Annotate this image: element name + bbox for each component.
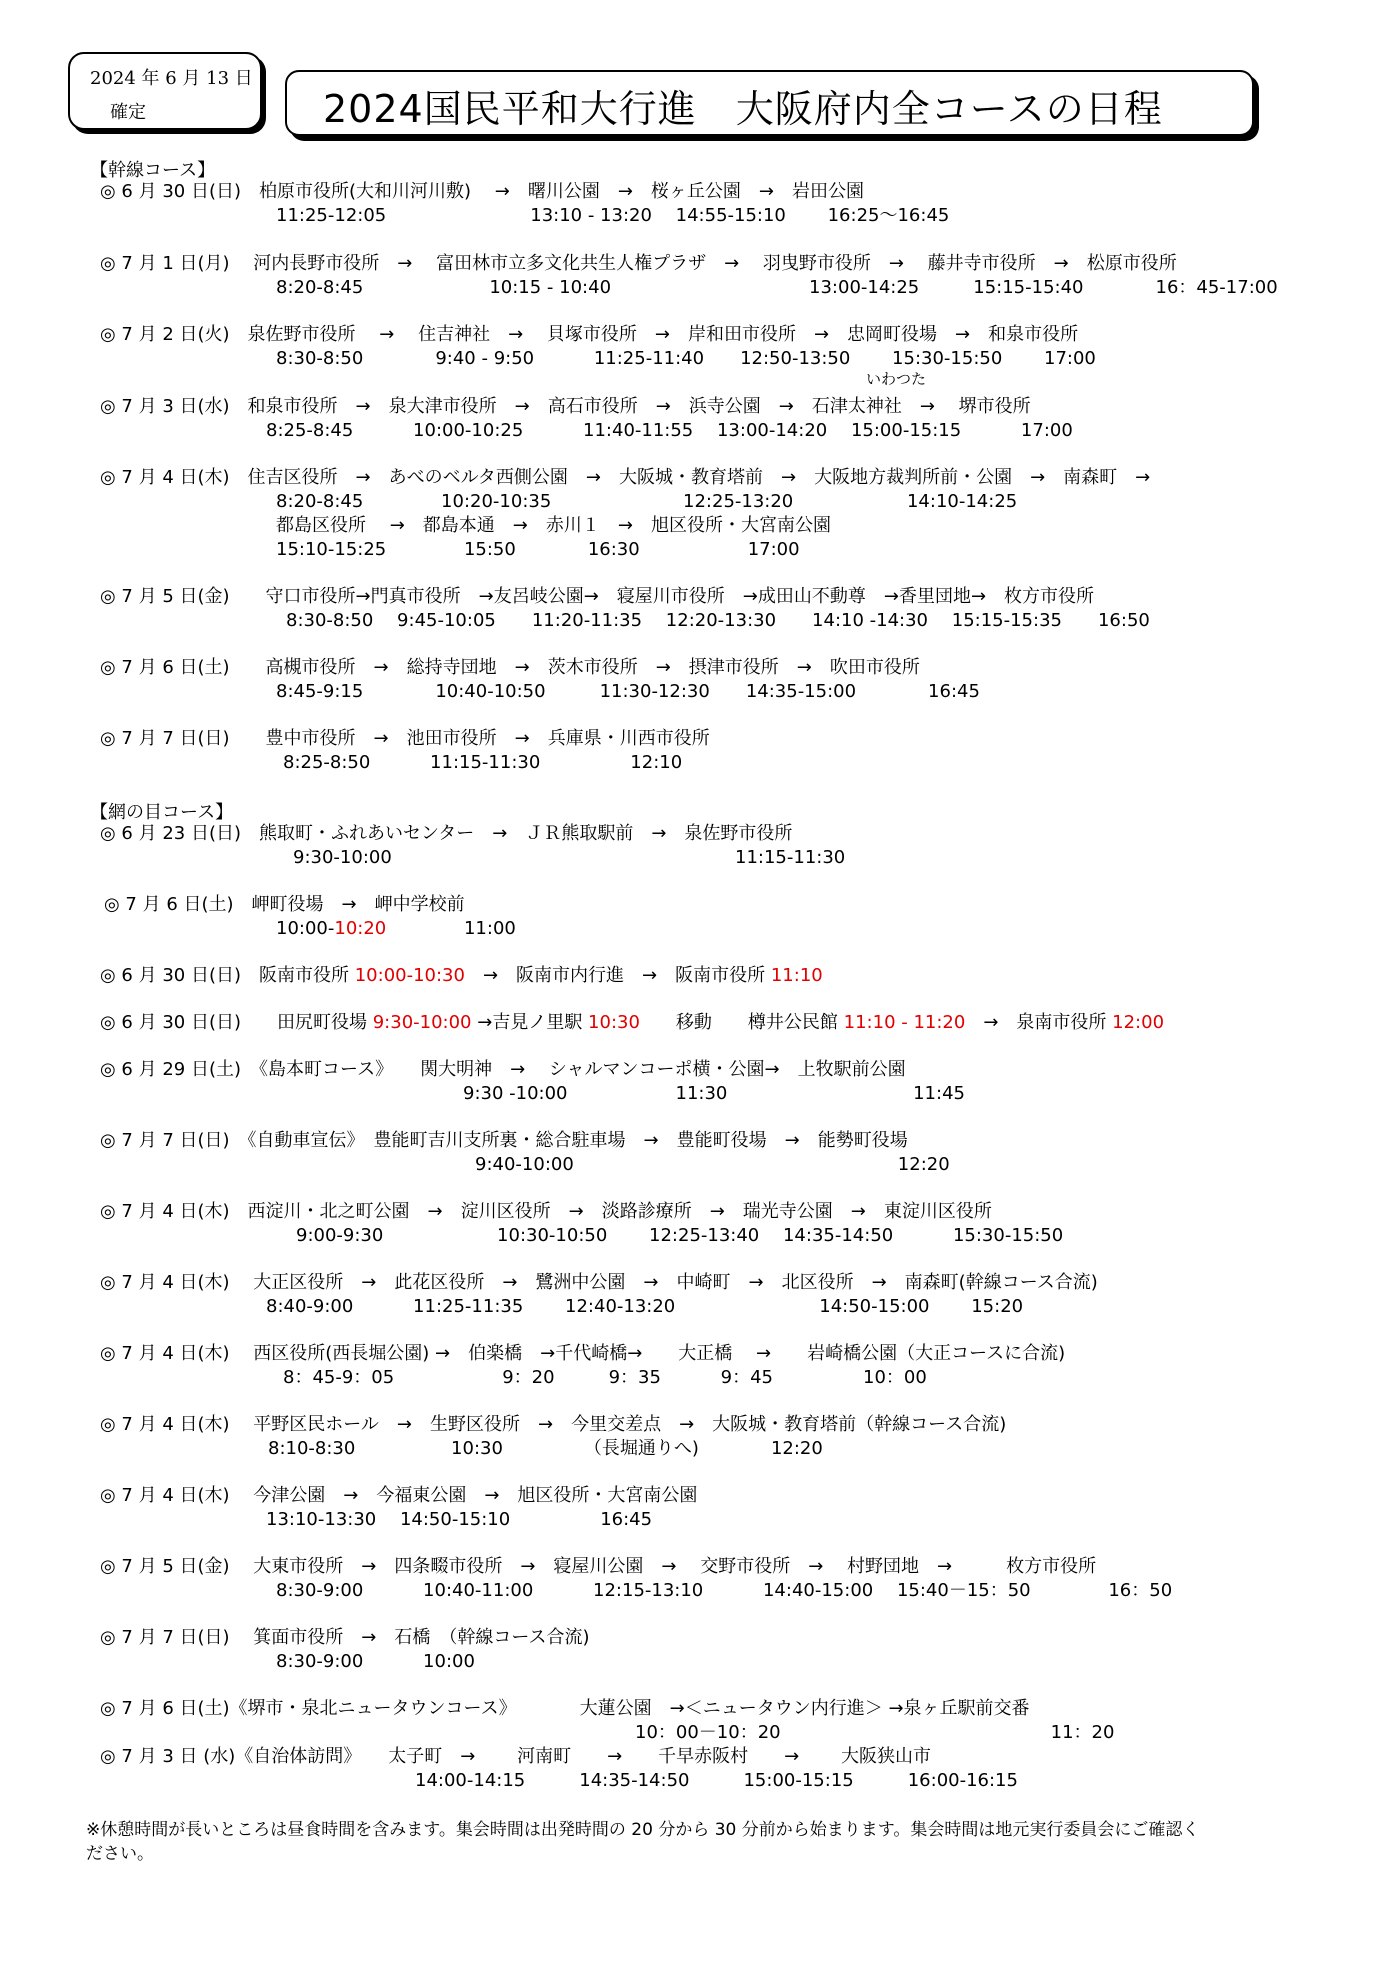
- schedule-line: ◎ 7 月 6 日(土) 高槻市役所 → 総持寺団地 → 茨木市役所 → 摂津市役所 → 吹田市役所: [100, 657, 920, 678]
- time-highlight: 12:00: [1112, 1012, 1165, 1033]
- time-line: 9:30 -10:00 11:30 11:45: [463, 1083, 965, 1104]
- time-line: 13:10-13:30 14:50-15:10 16:45: [266, 1509, 653, 1530]
- time-highlight: 11:10 - 11:20: [843, 1012, 966, 1033]
- footnote-line-1: ※休憩時間が長いところは昼食時間を含みます。集会時間は出発時間の 20 分から 30 分前から始まります。集会時間は地元実行委員会にご確認く: [86, 1820, 1200, 1840]
- time-line: 8:20-8:45 10:20-10:35 12:25-13:20 14:10-14:25: [276, 491, 1018, 512]
- page-title: 2024国民平和大行進 大阪府内全コースの日程: [323, 87, 1163, 131]
- time-line: 15:10-15:25 15:50 16:30 17:00: [276, 539, 800, 560]
- time-line: 8:40-9:00 11:25-11:35 12:40-13:20 14:50-15:00 15:20: [266, 1296, 1024, 1317]
- schedule-line: ◎ 7 月 4 日(木) 大正区役所 → 此花区役所 → 鷺洲中公園 → 中崎町 → 北区役所 → 南森町(幹線コース合流): [100, 1272, 1098, 1293]
- time-start: 10:00-: [276, 918, 335, 939]
- time-line: 8：45-9：05 9：20 9：35 9：45 10：00: [283, 1367, 927, 1388]
- time-line: 8:30-9:00 10:40-11:00 12:15-13:10 14:40-15:00 15:40－15：50 16：50: [276, 1580, 1173, 1601]
- time-line: 8:10-8:30 10:30 （長堀通りへ) 12:20: [268, 1438, 823, 1459]
- schedule-line: ◎ 7 月 2 日(火) 泉佐野市役所 → 住吉神社 → 貝塚市役所 → 岸和田市役所 → 忠岡町役場 → 和泉市役所: [100, 324, 1079, 345]
- time-line: 9:40-10:00 12:20: [475, 1154, 950, 1175]
- schedule-line: 都島区役所 → 都島本通 → 赤川１ → 旭区役所・大宮南公園: [276, 515, 831, 536]
- time-line: 8:30-8:50 9:40 - 9:50 11:25-11:40 12:50-13:50 15:30-15:50 17:00: [276, 348, 1096, 369]
- schedule-line: ◎ 7 月 5 日(金) 大東市役所 → 四条畷市役所 → 寝屋川公園 → 交野市役所 → 村野団地 → 枚方市役所: [100, 1556, 1097, 1577]
- time-line: 11:15-11:30: [735, 847, 846, 868]
- date-box: [68, 52, 262, 130]
- schedule-line: ◎ 7 月 1 日(月) 河内長野市役所 → 富田林市立多文化共生人権プラザ → 羽曳野市役所 → 藤井寺市役所 → 松原市役所: [100, 253, 1177, 274]
- schedule-line: ◎ 7 月 7 日(日) 豊中市役所 → 池田市役所 → 兵庫県・川西市役所: [100, 728, 710, 749]
- schedule-line: [100, 964, 823, 988]
- schedule-line: ◎ 7 月 4 日(木) 西区役所(西長堀公園) → 伯楽橋 →千代崎橋→ 大正橋 → 岩崎橋公園（大正コースに合流): [100, 1343, 1066, 1364]
- text: ◎ 6 月 30 日(日) 田尻町役場: [100, 1012, 373, 1033]
- time-line: [276, 917, 516, 941]
- title-box: [285, 70, 1254, 136]
- schedule-line: ◎ 7 月 5 日(金) 守口市役所→門真市役所 →友呂岐公園→ 寝屋川市役所 →成田山不動尊 →香里団地→ 枚方市役所: [100, 586, 1095, 607]
- footnote-line-2: ださい。: [86, 1844, 154, 1864]
- schedule-line: ◎ 7 月 4 日(木) 今津公園 → 今福東公園 → 旭区役所・大宮南公園: [100, 1485, 698, 1506]
- time-line: 14:00-14:15 14:35-14:50 15:00-15:15 16:00-16:15: [415, 1770, 1018, 1791]
- time-line: 8:45-9:15 10:40-10:50 11:30-12:30 14:35-15:00 16:45: [276, 681, 980, 702]
- time-line: 10：00－10：20 11：20: [635, 1722, 1115, 1743]
- text: → 泉南市役所: [965, 1012, 1113, 1033]
- text: → 阪南市内行進 → 阪南市役所: [464, 965, 771, 986]
- time-line: 8:30-8:50 9:45-10:05 11:20-11:35 12:20-13:30 14:10 -14:30 15:15-15:35 16:50: [286, 610, 1150, 631]
- schedule-line: ◎ 7 月 4 日(木) 住吉区役所 → あべのベルタ西側公園 → 大阪城・教育塔前 → 大阪地方裁判所前・公園 → 南森町 →: [100, 467, 1151, 488]
- section-net-course: 【網の目コース】: [90, 802, 234, 823]
- time-highlight: 10:30: [588, 1012, 640, 1033]
- schedule-line: ◎ 7 月 7 日(日) 箕面市役所 → 石橋 （幹線コース合流): [100, 1627, 590, 1648]
- schedule-line: ◎ 7 月 6 日(土) 岬町役場 → 岬中学校前: [104, 894, 465, 915]
- time-end: 11:00: [386, 918, 516, 939]
- time-line: 11:25-12:05 13:10 - 13:20 14:55-15:10 16:25～16:45: [276, 205, 950, 226]
- schedule-line: ◎ 6 月 23 日(日) 熊取町・ふれあいセンター → ＪＲ熊取駅前 → 泉佐野市役所: [100, 823, 793, 844]
- schedule-line: ◎ 6 月 29 日(土) 《島本町コース》 関大明神 → シャルマンコーポ横・公園→ 上牧駅前公園: [100, 1059, 906, 1080]
- time-highlight: 11:10: [770, 965, 823, 986]
- ruby-annotation: いわつた: [866, 370, 927, 388]
- schedule-line: [100, 1011, 1164, 1035]
- schedule-line: ◎ 7 月 4 日(木) 西淀川・北之町公園 → 淀川区役所 → 淡路診療所 → 瑞光寺公園 → 東淀川区役所: [100, 1201, 992, 1222]
- time-highlight: 9:30-10:00: [372, 1012, 472, 1033]
- time-line: 8:25-8:50 11:15-11:30 12:10: [283, 752, 683, 773]
- time-line: 8:30-9:00 10:00: [276, 1651, 475, 1672]
- schedule-line: ◎ 7 月 6 日(土)《堺市・泉北ニュータウンコース》 大蓮公園 →＜ニュータウン内行進＞ →泉ヶ丘駅前交番: [100, 1698, 1030, 1719]
- schedule-line: ◎ 6 月 30 日(日) 柏原市役所(大和川河川敷) → 曙川公園 → 桜ヶ丘公園 → 岩田公園: [100, 181, 865, 202]
- time-highlight: 10:00-10:30: [354, 965, 465, 986]
- text: ◎ 6 月 30 日(日) 阪南市役所: [100, 965, 355, 986]
- section-main-course: 【幹線コース】: [90, 160, 216, 181]
- time-highlight: 10:20: [334, 918, 387, 939]
- time-line: 9:30-10:00: [293, 847, 392, 868]
- text: →吉見ノ里駅: [471, 1012, 589, 1033]
- text: 移動 樽井公民館: [639, 1012, 844, 1033]
- time-line: 8:25-8:45 10:00-10:25 11:40-11:55 13:00-14:20 15:00-15:15 17:00: [266, 420, 1073, 441]
- schedule-line: ◎ 7 月 7 日(日) 《自動車宣伝》 豊能町吉川支所裏・総合駐車場 → 豊能町役場 → 能勢町役場: [100, 1130, 908, 1151]
- time-line: 9:00-9:30 10:30-10:50 12:25-13:40 14:35-14:50 15:30-15:50: [296, 1225, 1064, 1246]
- schedule-line: ◎ 7 月 4 日(木) 平野区民ホール → 生野区役所 → 今里交差点 → 大阪城・教育塔前（幹線コース合流): [100, 1414, 1007, 1435]
- schedule-line: ◎ 7 月 3 日(水) 和泉市役所 → 泉大津市役所 → 高石市役所 → 浜寺公園 → 石津太神社 → 堺市役所: [100, 396, 1031, 417]
- issue-date: 2024 年 6 月 13 日: [90, 68, 253, 89]
- time-line: 8:20-8:45 10:15 - 10:40 13:00-14:25 15:15-15:40 16：45-17:00: [276, 277, 1278, 298]
- status-label: 確定: [110, 102, 146, 123]
- schedule-line: ◎ 7 月 3 日 (水)《自治体訪問》 太子町 → 河南町 → 千早赤阪村 → 大阪狭山市: [100, 1746, 931, 1767]
